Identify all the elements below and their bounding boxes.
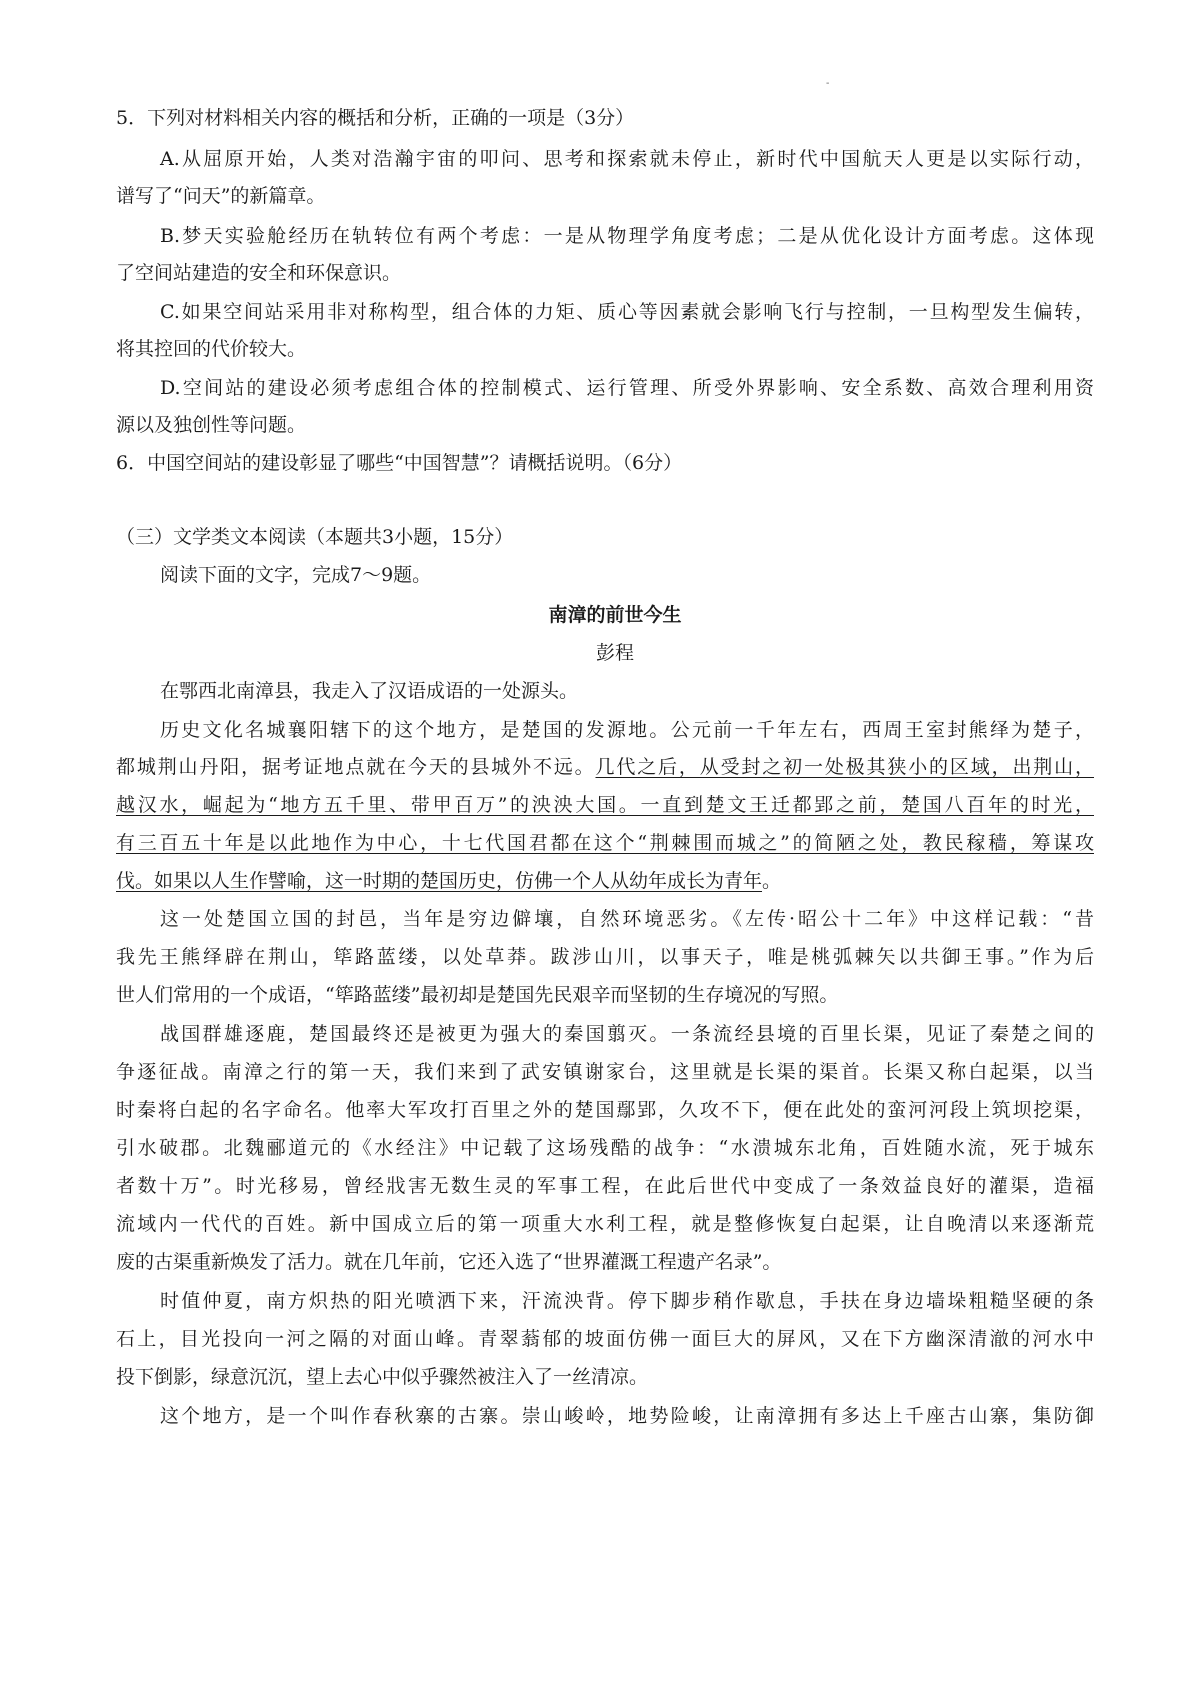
q5-option-c-line2: 将其控回的代价较大。 [116,338,307,360]
article-p4-line6: 流域内一代代的百姓。新中国成立后的第一项重大水利工程，就是整修恢复白起渠，让自晚清以来逐渐荒 [116,1213,1094,1235]
article-p4-line4: 引水破郡。北魏郦道元的《水经注》中记载了这场残酷的战争：“水溃城东北角，百姓随水流，死于城东 [116,1137,1094,1159]
article-p2-line5 [116,867,781,895]
q5-option-a-line2: 谱写了“问天”的新篇章。 [116,185,326,207]
article-p5-line1: 时值仲夏，南方炽热的阳光喷洒下来，汗流泱背。停下脚步稍作歇息，手扶在身边墙垛粗糙坚硬的条 [160,1290,1094,1312]
section-instruction: 阅读下面的文字，完成7～9题。 [160,564,432,586]
q5-stem: 5．下列对材料相关内容的概括和分析，正确的一项是（3分） [116,107,635,129]
article-p2-line1: 历史文化名城襄阳辖下的这个地方，是楚国的发源地。公元前一千年左右，西周王室封熊绎为楚子， [160,719,1094,741]
article-p2-line2-plain: 都城荆山丹阳，据考证地点就在今天的县城外不远。 [116,756,596,778]
q5-option-b-line1: B.梦天实验舱经历在轨转位有两个考虑：一是从物理学角度考虑；二是从优化设计方面考虑。这体现 [160,225,1094,247]
article-p2-underlined-end: 伐。如果以人生作譬喻，这一时期的楚国历史，仿佛一个人从幼年成长为青年 [116,870,763,892]
article-author: 彭程 [595,642,634,664]
article-p4-line3: 时秦将白起的名字命名。他率大军攻打百里之外的楚国鄢郢，久攻不下，便在此处的蛮河河段上筑坝挖渠， [116,1099,1094,1121]
section-heading: （三）文学类文本阅读（本题共3小题，15分） [116,526,514,548]
article-p5-line3: 投下倒影，绿意沉沉，望上去心中似乎骤然被注入了一丝清凉。 [116,1366,649,1388]
article-p2-underlined-line3: 越汉水，崛起为“地方五千里、带甲百万”的泱泱大国。一直到楚文王迁都郢之前，楚国八百年的时光， [116,794,1094,816]
header-mark: - [826,78,830,89]
article-p4-line1: 战国群雄逐鹿，楚国最终还是被更为强大的秦国翦灭。一条流经县境的百里长渠，见证了秦楚之间的 [160,1023,1094,1045]
article-p4-line2: 争逐征战。南漳之行的第一天，我们来到了武安镇谢家台，这里就是长渠的渠首。长渠又称白起渠，以当 [116,1061,1094,1083]
article-p2-underlined-line4: 有三百五十年是以此地作为中心，十七代国君都在这个“荆棘围而城之”的简陋之处，教民稼穑，筹谋攻 [116,832,1094,854]
article-p2-line5-end: 。 [762,870,782,892]
article-paragraph-1: 在鄂西北南漳县，我走入了汉语成语的一处源头。 [160,680,579,702]
q5-option-d-line2: 源以及独创性等问题。 [116,414,307,436]
article-p3-line2: 我先王熊绎辟在荆山，筚路蓝缕，以处草莽。跋涉山川，以事天子，唯是桃弧棘矢以共御王事。”作为后 [116,946,1094,968]
q5-option-b-line2: 了空间站建造的安全和环保意识。 [116,262,402,284]
article-p3-line1: 这一处楚国立国的封邑，当年是穷边僻壤，自然环境恶劣。《左传·昭公十二年》中这样记载：“昔 [160,908,1094,930]
article-p3-line3: 世人们常用的一个成语，“筚路蓝缕”最初却是楚国先民艰辛而坚韧的生存境况的写照。 [116,984,839,1006]
article-title: 南漳的前世今生 [548,604,682,626]
q5-option-c-line1: C.如果空间站采用非对称构型，组合体的力矩、质心等因素就会影响飞行与控制，一旦构型发生偏转， [160,301,1094,323]
article-p4-line7: 废的古渠重新焕发了活力。就在几年前，它还入选了“世界灌溉工程遗产名录”。 [116,1251,782,1273]
article-p6-line1: 这个地方，是一个叫作春秋寨的古寨。崇山峻岭，地势险峻，让南漳拥有多达上千座古山寨，集防御 [160,1405,1094,1427]
article-p2-line2 [116,753,1094,781]
article-p5-line2: 石上，目光投向一河之隔的对面山峰。青翠蓊郁的坡面仿佛一面巨大的屏风，又在下方幽深清澈的河水中 [116,1328,1094,1350]
q5-option-a-line1: A.从屈原开始，人类对浩瀚宇宙的叩问、思考和探索就未停止，新时代中国航天人更是以实际行动， [160,148,1094,170]
q6-stem: 6．中国空间站的建设彰显了哪些“中国智慧”？请概括说明。（6分） [116,452,683,474]
article-p2-underlined-start: 几代之后，从受封之初一处极其狭小的区域，出荆山， [595,756,1094,778]
article-p4-line5: 者数十万”。时光移易，曾经戕害无数生灵的军事工程，在此后世代中变成了一条效益良好的灌渠，造福 [116,1175,1094,1197]
q5-option-d-line1: D.空间站的建设必须考虑组合体的控制模式、运行管理、所受外界影响、安全系数、高效合理利用资 [160,377,1094,399]
